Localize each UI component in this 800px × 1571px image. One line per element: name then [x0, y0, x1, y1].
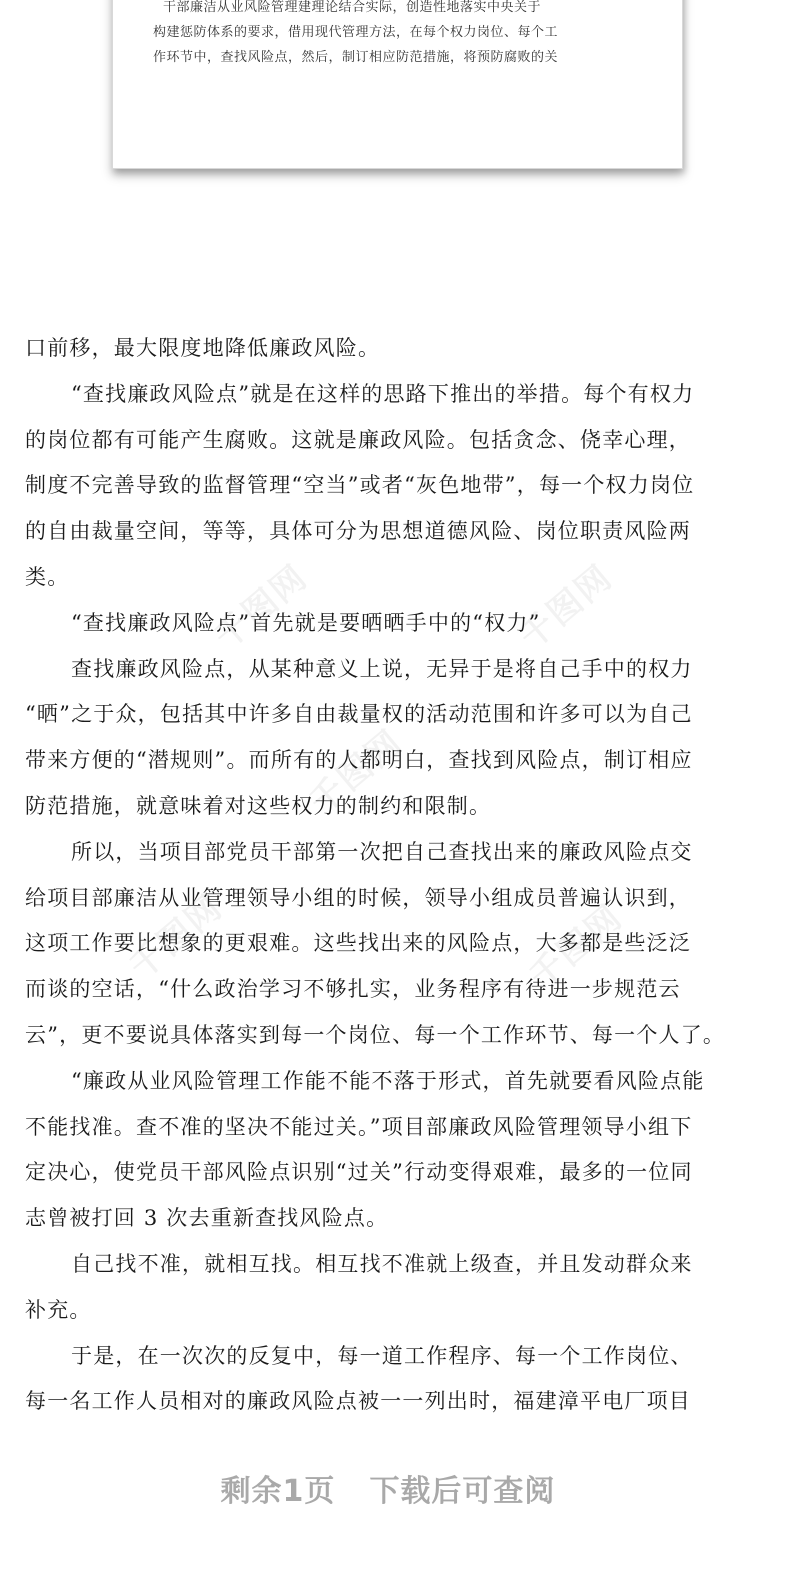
document-line: 口前移，最大限度地降低廉政风险。 — [25, 336, 381, 360]
document-body — [25, 326, 785, 1425]
preview-text — [153, 0, 653, 70]
document-line: 每一名工作人员相对的廉政风险点被一一列出时，福建漳平电厂项目 — [25, 1389, 691, 1414]
watermark: 千图网 — [512, 557, 621, 658]
document-line: 志曾被打回 3 次去重新查找风险点。 — [25, 1206, 389, 1231]
document-line: 类。 — [25, 564, 70, 589]
watermark: 千图网 — [302, 722, 411, 823]
preview-line: 作环节中，查找风险点，然后，制订相应防范措施，将预防腐败的关 — [153, 50, 559, 65]
document-line: 的岗位都有可能产生腐败。这就是廉政风险。包括贪念、侥幸心理， — [25, 427, 691, 452]
document-line: “晒”之于众，包括其中许多自由裁量权的活动范围和许多可以为自己 — [25, 702, 693, 727]
document-line: 云”，更不要说具体落实到每一个岗位、每一个工作环节、每一个人了。 — [25, 1022, 726, 1047]
preview-line: 构建惩防体系的要求，借用现代管理方法，在每个权力岗位、每个工 — [153, 25, 559, 40]
document-line: 于是，在一次次的反复中，每一道工作程序、每一个工作岗位、 — [71, 1343, 693, 1368]
download-to-view-prompt[interactable] — [0, 1466, 776, 1510]
watermark: 千图网 — [122, 887, 231, 988]
document-line: 补充。 — [25, 1297, 92, 1322]
watermark: 千图网 — [522, 897, 631, 998]
download-hint-label: 下载后可查阅 — [369, 1474, 556, 1509]
document-line: 的自由裁量空间，等等，具体可分为思想道德风险、岗位职责风险两 — [25, 519, 691, 544]
document-line: 给项目部廉洁从业管理领导小组的时候，领导小组成员普遍认识到， — [25, 885, 691, 910]
document-line: 制度不完善导致的监督管理“空当”或者“灰色地带”，每一个权力岗位 — [25, 473, 695, 498]
watermark: 千图网 — [207, 557, 316, 658]
document-line: 定决心，使党员干部风险点识别“过关”行动变得艰难，最多的一位同 — [25, 1160, 693, 1185]
document-line: 带来方便的“潜规则”。而所有的人都明白，查找到风险点，制订相应 — [25, 748, 693, 773]
document-line: 所以，当项目部党员干部第一次把自己查找出来的廉政风险点交 — [71, 839, 693, 864]
preview-line: 干部廉洁从业风险管理建理论结合实际，创造性地落实中央关于 — [163, 0, 542, 15]
preview-card — [112, 0, 683, 169]
document-line: 查找廉政风险点，从某种意义上说，无异于是将自己手中的权力 — [71, 656, 693, 681]
document-line: 防范措施，就意味着对这些权力的制约和限制。 — [25, 793, 492, 818]
document-line: “查找廉政风险点”首先就是要晒晒手中的“权力” — [71, 610, 541, 635]
document-line: “查找廉政风险点”就是在这样的思路下推出的举措。每个有权力 — [71, 381, 695, 406]
document-line: 而谈的空话，“什么政治学习不够扎实，业务程序有待进一步规范云 — [25, 977, 681, 1002]
document-line: 自己找不准，就相互找。相互找不准就上级查，并且发动群众来 — [71, 1251, 693, 1276]
remaining-pages-label: 剩余1页 — [220, 1474, 336, 1509]
document-line: 不能找准。查不准的坚决不能过关。”项目部廉政风险管理领导小组下 — [25, 1114, 693, 1139]
document-line: “廉政从业风险管理工作能不能不落于形式，首先就要看风险点能 — [71, 1068, 705, 1093]
document-line: 这项工作要比想象的更艰难。这些找出来的风险点，大多都是些泛泛 — [25, 931, 691, 956]
